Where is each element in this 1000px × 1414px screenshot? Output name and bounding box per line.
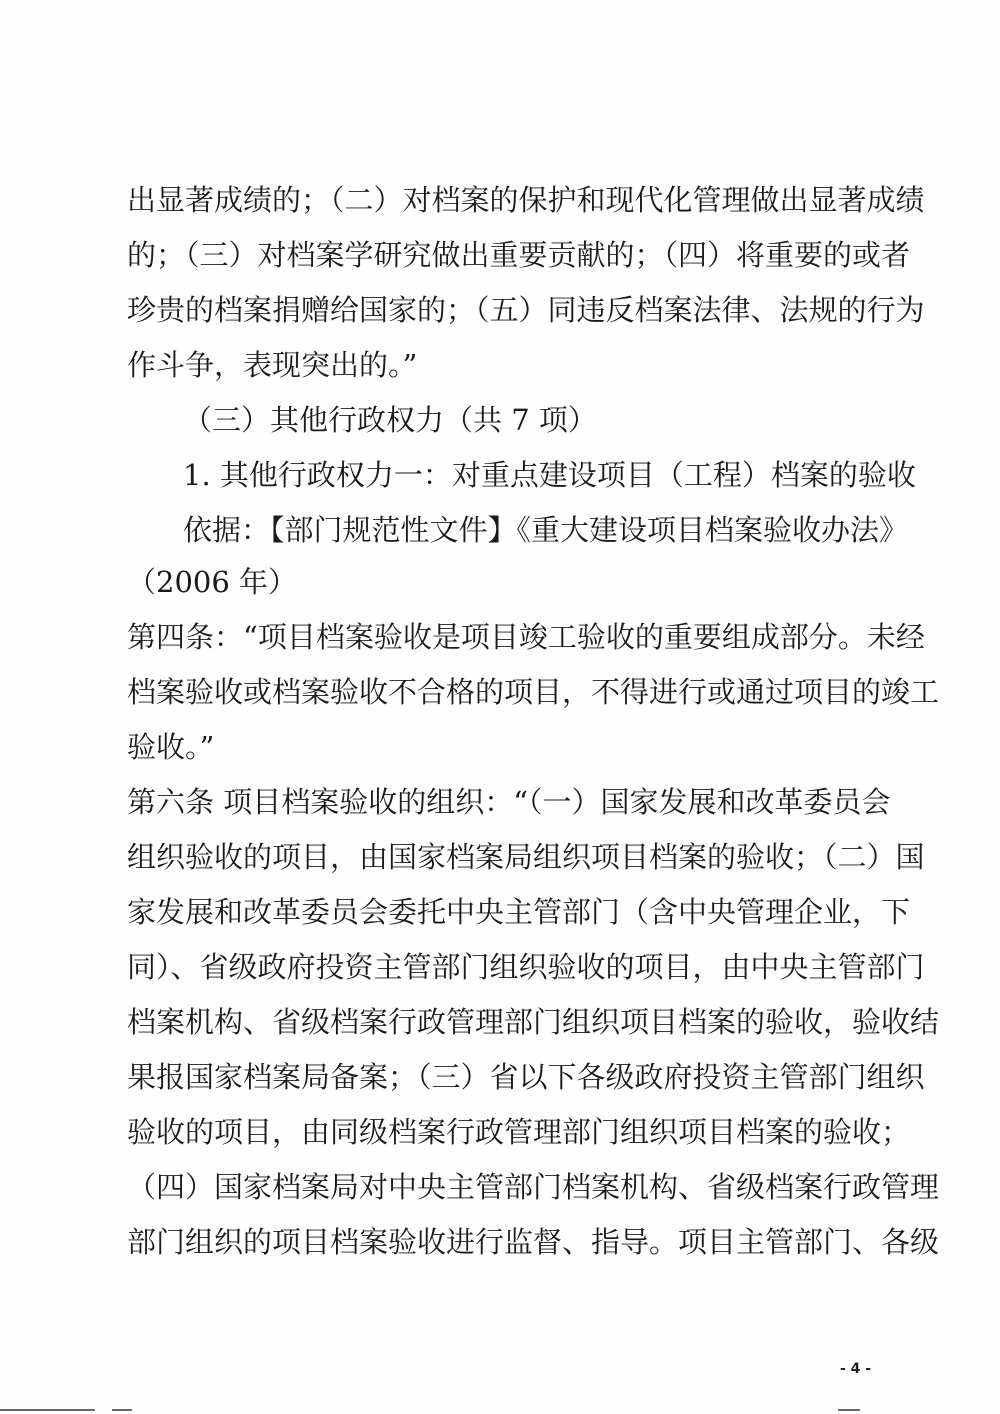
text-line: 出显著成绩的；（二）对档案的保护和现代化管理做出显著成绩 — [127, 183, 925, 217]
scan-edge-mark — [112, 1409, 132, 1411]
article-6-line: 档案机构、省级档案行政管理部门组织项目档案的验收，验收结 — [127, 1005, 940, 1039]
article-4-line: 第四条：“项目档案验收是项目竣工验收的重要组成部分。未经 — [127, 620, 925, 654]
section-heading: （三）其他行政权力（共 7 项） — [183, 403, 597, 437]
article-6-line: 部门组织的项目档案验收进行监督、指导。项目主管部门、各级 — [127, 1225, 940, 1259]
article-6-line: 验收的项目，由同级档案行政管理部门组织项目档案的验收； — [127, 1115, 911, 1149]
article-6-line: 家发展和改革委员会委托中央主管部门（含中央管理企业，下 — [127, 895, 911, 929]
article-6-line: （四）国家档案局对中央主管部门档案机构、省级档案行政管理 — [127, 1170, 940, 1204]
article-6-line: 果报国家档案局备案；（三）省以下各级政府投资主管部门组织 — [127, 1060, 925, 1094]
article-6-line: 同）、省级政府投资主管部门组织验收的项目，由中央主管部门 — [127, 950, 925, 984]
article-4-line: 验收。” — [127, 730, 215, 764]
basis-year: （2006 年） — [127, 565, 298, 599]
text-line: 作斗争，表现突出的。” — [127, 348, 418, 382]
scan-edge-mark — [838, 1409, 860, 1411]
article-4-line: 档案验收或档案验收不合格的项目，不得进行或通过项目的竣工 — [127, 675, 940, 709]
basis-line: 依据：【部门规范性文件】《重大建设项目档案验收办法》 — [183, 513, 909, 547]
item-heading: 1. 其他行政权力一：对重点建设项目（工程）档案的验收 — [183, 458, 916, 492]
page-number: - 4 - — [840, 1361, 872, 1377]
text-line: 珍贵的档案捐赠给国家的；（五）同违反档案法律、法规的行为 — [127, 293, 925, 327]
article-6-line: 第六条 项目档案验收的组织：“（一）国家发展和改革委员会 — [127, 785, 891, 819]
scan-edge-mark — [0, 1409, 95, 1411]
article-6-line: 组织验收的项目，由国家档案局组织项目档案的验收；（二）国 — [127, 840, 925, 874]
text-line: 的；（三）对档案学研究做出重要贡献的；（四）将重要的或者 — [127, 238, 911, 272]
